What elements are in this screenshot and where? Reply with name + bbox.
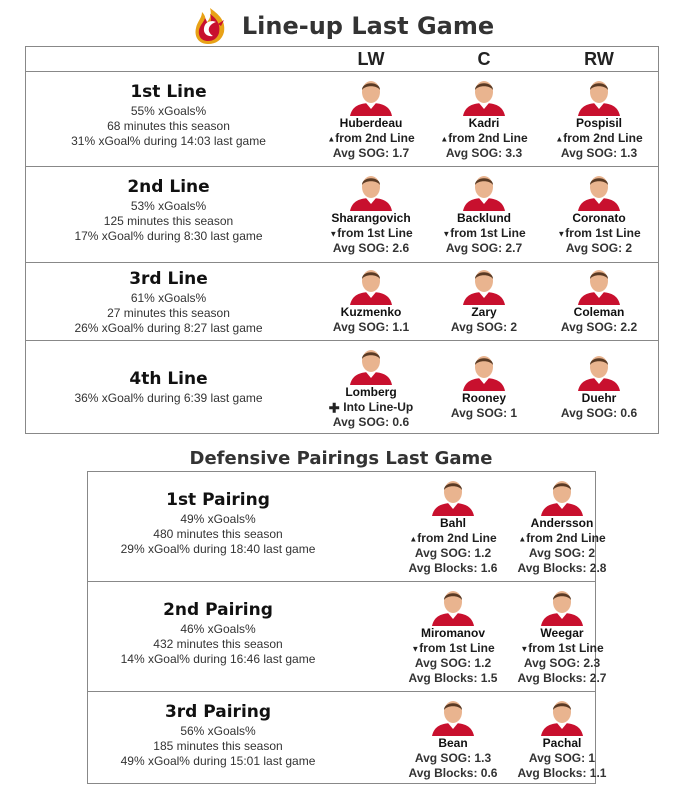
position-header-lw: LW bbox=[357, 49, 385, 69]
player-sog: Avg SOG: 1.7 bbox=[332, 146, 410, 161]
line-stat: 36% xGoal% during 6:39 last game bbox=[74, 391, 263, 405]
player-name: Kuzmenko bbox=[340, 305, 402, 319]
player-name: Andersson bbox=[530, 516, 594, 530]
player-headshot bbox=[430, 476, 476, 516]
line-name: 3rd Line bbox=[129, 269, 208, 289]
player-sog: Avg SOG: 2.3 bbox=[523, 656, 601, 671]
line-stat: 61% xGoals% bbox=[130, 291, 207, 305]
arrow-up-icon: ▲ bbox=[327, 134, 336, 144]
player-name: Huberdeau bbox=[339, 116, 403, 130]
player-move-text: from 1st Line bbox=[419, 641, 495, 655]
pairing-name: 1st Pairing bbox=[166, 490, 270, 510]
player-card bbox=[424, 265, 544, 335]
player-name: Bahl bbox=[439, 516, 466, 530]
player-blocks: Avg Blocks: 2.8 bbox=[517, 561, 607, 576]
forward-line-row bbox=[26, 263, 658, 341]
pairing-info bbox=[88, 600, 348, 667]
plus-icon: ✚ bbox=[328, 400, 344, 416]
line-stat: 125 minutes this season bbox=[103, 214, 234, 228]
player-card bbox=[539, 265, 659, 335]
player-move-text: from 1st Line bbox=[528, 641, 604, 655]
player-move-text: from 2nd Line bbox=[526, 531, 606, 545]
player-move-text: from 2nd Line bbox=[417, 531, 497, 545]
player-card bbox=[502, 586, 622, 686]
player-name: Weegar bbox=[540, 626, 584, 640]
player-sog: Avg SOG: 1 bbox=[450, 406, 518, 420]
player-sog: Avg SOG: 0.6 bbox=[560, 406, 638, 420]
player-headshot bbox=[576, 76, 622, 116]
pairing-name: 3rd Pairing bbox=[164, 702, 272, 722]
pairing-stat: 56% xGoals% bbox=[180, 724, 256, 738]
player-move bbox=[424, 226, 544, 241]
arrow-up-icon: ▲ bbox=[555, 134, 564, 144]
line-stat: 17% xGoal% during 8:30 last game bbox=[74, 229, 263, 243]
pairing-info bbox=[88, 702, 348, 769]
player-sog: Avg SOG: 1.1 bbox=[332, 320, 410, 334]
player-card bbox=[502, 476, 622, 576]
pairing-info bbox=[88, 490, 348, 557]
player-headshot bbox=[576, 171, 622, 211]
pairing-name: 2nd Pairing bbox=[163, 600, 273, 620]
player-move bbox=[539, 226, 659, 241]
pairing-row bbox=[88, 582, 607, 692]
player-move-text: from 2nd Line bbox=[448, 131, 528, 145]
arrow-down-icon: ▼ bbox=[557, 229, 566, 239]
player-sog: Avg SOG: 2 bbox=[450, 320, 518, 334]
pairing-stat: 49% xGoals% bbox=[180, 512, 256, 526]
player-name: Miromanov bbox=[420, 626, 485, 640]
player-blocks: Avg Blocks: 1.5 bbox=[408, 671, 498, 686]
player-move-text: from 2nd Line bbox=[563, 131, 643, 145]
player-move-text: from 1st Line bbox=[450, 226, 526, 240]
player-name: Backlund bbox=[456, 211, 511, 225]
player-name: Pachal bbox=[542, 736, 582, 750]
line-info bbox=[26, 269, 311, 336]
pairing-stat: 46% xGoals% bbox=[180, 622, 256, 636]
player-sog: Avg SOG: 1.3 bbox=[560, 146, 638, 161]
player-move bbox=[393, 531, 513, 546]
line-name: 4th Line bbox=[129, 369, 208, 389]
player-move bbox=[311, 131, 431, 146]
player-name: Pospisil bbox=[575, 116, 622, 130]
page-title: Line-up Last Game bbox=[241, 12, 495, 40]
player-card bbox=[311, 76, 431, 161]
player-sog: Avg SOG: 3.3 bbox=[445, 146, 523, 161]
player-card bbox=[539, 351, 659, 421]
arrow-down-icon: ▼ bbox=[329, 229, 338, 239]
player-card bbox=[502, 696, 622, 781]
arrow-up-icon: ▲ bbox=[518, 534, 527, 544]
player-card bbox=[424, 76, 544, 161]
forward-lines-table bbox=[25, 46, 659, 434]
line-stat: 31% xGoal% during 14:03 last game bbox=[71, 134, 266, 148]
pairing-row bbox=[88, 692, 607, 784]
player-card bbox=[539, 76, 659, 161]
player-sog: Avg SOG: 2.6 bbox=[332, 241, 410, 256]
defensive-pairings-table bbox=[87, 471, 607, 784]
line-name: 2nd Line bbox=[127, 177, 210, 197]
player-move bbox=[539, 131, 659, 146]
player-headshot bbox=[348, 265, 394, 305]
pairing-stat: 432 minutes this season bbox=[153, 637, 283, 651]
player-sog: Avg SOG: 1 bbox=[528, 751, 596, 765]
player-headshot bbox=[430, 586, 476, 626]
line-info bbox=[26, 369, 311, 406]
player-sog: Avg SOG: 1.3 bbox=[414, 751, 492, 765]
player-blocks: Avg Blocks: 2.7 bbox=[517, 671, 607, 686]
player-card bbox=[539, 171, 659, 256]
player-headshot bbox=[461, 171, 507, 211]
position-header-c: C bbox=[477, 49, 491, 69]
player-headshot bbox=[348, 171, 394, 211]
line-stat: 55% xGoals% bbox=[130, 104, 207, 118]
player-headshot bbox=[461, 76, 507, 116]
line-stat: 53% xGoals% bbox=[130, 199, 207, 213]
player-name: Kadri bbox=[468, 116, 500, 130]
player-name: Coleman bbox=[573, 305, 625, 319]
player-headshot bbox=[348, 76, 394, 116]
player-move bbox=[311, 400, 431, 415]
player-headshot bbox=[461, 351, 507, 391]
line-name: 1st Line bbox=[130, 82, 207, 102]
player-card bbox=[311, 171, 431, 256]
player-headshot bbox=[539, 696, 585, 736]
player-move-text: from 1st Line bbox=[337, 226, 413, 240]
player-sog: Avg SOG: 2.7 bbox=[445, 241, 523, 256]
player-headshot bbox=[461, 265, 507, 305]
player-move-text: from 1st Line bbox=[565, 226, 641, 240]
page-header bbox=[0, 6, 682, 46]
player-name: Rooney bbox=[461, 391, 506, 405]
position-header-row bbox=[26, 47, 658, 72]
forward-line-row bbox=[26, 72, 658, 167]
player-move bbox=[424, 131, 544, 146]
arrow-up-icon: ▲ bbox=[440, 134, 449, 144]
player-headshot bbox=[576, 265, 622, 305]
player-name: Duehr bbox=[581, 391, 617, 405]
player-name: Coronato bbox=[572, 211, 626, 225]
arrow-down-icon: ▼ bbox=[442, 229, 451, 239]
arrow-up-icon: ▲ bbox=[409, 534, 418, 544]
player-card bbox=[424, 171, 544, 256]
forward-line-row bbox=[26, 341, 658, 435]
player-move bbox=[502, 641, 622, 656]
player-card bbox=[393, 696, 513, 781]
line-stat: 26% xGoal% during 8:27 last game bbox=[74, 321, 263, 335]
player-name: Lomberg bbox=[345, 385, 397, 399]
player-card bbox=[311, 345, 431, 430]
pairing-stat: 185 minutes this season bbox=[153, 739, 283, 753]
player-sog: Avg SOG: 0.6 bbox=[332, 415, 410, 430]
player-headshot bbox=[539, 586, 585, 626]
arrow-down-icon: ▼ bbox=[520, 644, 529, 654]
player-headshot bbox=[576, 351, 622, 391]
player-name: Zary bbox=[471, 305, 497, 319]
player-move-text: from 2nd Line bbox=[335, 131, 415, 145]
line-info bbox=[26, 82, 311, 149]
pairing-stat: 29% xGoal% during 18:40 last game bbox=[120, 542, 316, 556]
player-card bbox=[424, 351, 544, 421]
position-header-rw: RW bbox=[584, 49, 614, 69]
arrow-down-icon: ▼ bbox=[411, 644, 420, 654]
player-move bbox=[393, 641, 513, 656]
player-headshot bbox=[430, 696, 476, 736]
player-blocks: Avg Blocks: 0.6 bbox=[408, 766, 498, 780]
player-move bbox=[502, 531, 622, 546]
pairing-row bbox=[88, 472, 607, 582]
player-sog: Avg SOG: 2 bbox=[528, 546, 596, 561]
player-blocks: Avg Blocks: 1.1 bbox=[517, 766, 607, 780]
line-stat: 27 minutes this season bbox=[107, 306, 230, 320]
player-move-text: Into Line-Up bbox=[343, 400, 414, 414]
defense-title: Defensive Pairings Last Game bbox=[189, 448, 493, 469]
player-headshot bbox=[539, 476, 585, 516]
player-card bbox=[393, 586, 513, 686]
flames-logo-icon bbox=[188, 6, 232, 46]
player-sog: Avg SOG: 1.2 bbox=[414, 546, 492, 561]
line-info bbox=[26, 177, 311, 244]
player-sog: Avg SOG: 2 bbox=[565, 241, 633, 256]
player-sog: Avg SOG: 1.2 bbox=[414, 656, 492, 671]
player-name: Bean bbox=[438, 736, 468, 750]
line-stat: 68 minutes this season bbox=[107, 119, 230, 133]
player-headshot bbox=[348, 345, 394, 385]
player-move bbox=[311, 226, 431, 241]
pairing-stat: 480 minutes this season bbox=[153, 527, 283, 541]
forward-line-row bbox=[26, 167, 658, 263]
player-card bbox=[311, 265, 431, 335]
player-blocks: Avg Blocks: 1.6 bbox=[408, 561, 498, 576]
pairing-stat: 14% xGoal% during 16:46 last game bbox=[120, 652, 316, 666]
player-name: Sharangovich bbox=[331, 211, 411, 225]
pairing-stat: 49% xGoal% during 15:01 last game bbox=[120, 754, 316, 768]
player-card bbox=[393, 476, 513, 576]
player-sog: Avg SOG: 2.2 bbox=[560, 320, 638, 334]
